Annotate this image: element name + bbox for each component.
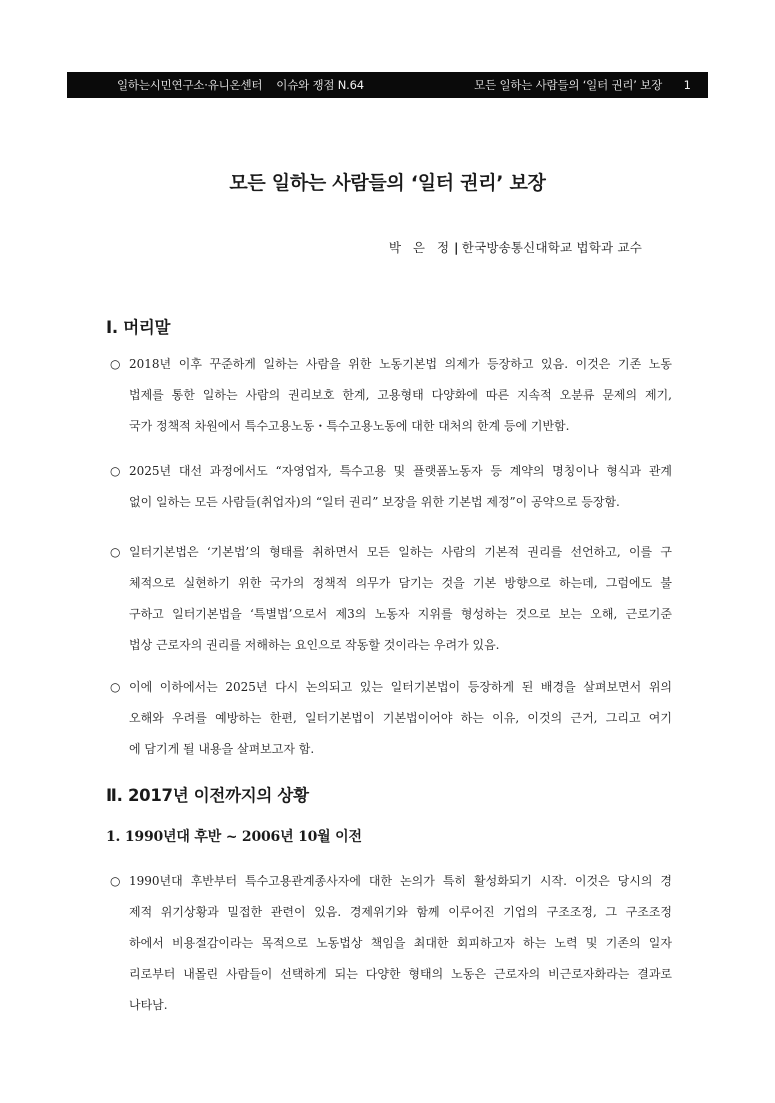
intro-paragraph-1 <box>110 349 672 442</box>
intro-paragraph-2 <box>110 456 672 518</box>
paragraph-line: 없이 일하는 모든 사람들(취업자)의 “일터 권리” 보장을 위한 기본법 제정”이 공약으로 등장함. <box>129 495 620 509</box>
paragraph-line: 제적 위기상황과 밀접한 관련이 있음. 경제위기와 함께 이루어진 기업의 구조조정, 그 구조조정 <box>129 905 672 919</box>
paragraph-line: 체적으로 실현하기 위한 국가의 정책적 의무가 담기는 것을 기본 방향으로 하는데, 그럼에도 불 <box>129 576 672 590</box>
running-header <box>67 72 708 98</box>
paragraph-line: 리로부터 내몰린 사람들이 선택하게 되는 다양한 형태의 노동은 근로자의 비근로자화라는 결과로 <box>129 967 672 981</box>
header-issue: 이슈와 쟁점 N.64 <box>276 78 364 92</box>
paragraph-line: ○ 2025년 대선 과정에서도 “자영업자, 특수고용 및 플랫폼노동자 등 계약의 명칭이나 형식과 관계 <box>110 456 672 487</box>
paragraph-line: ○ 1990년대 후반부터 특수고용관계종사자에 대한 논의가 특히 활성화되기 시작. 이것은 당시의 경 <box>110 866 672 897</box>
paragraph-line: 나타남. <box>129 998 168 1012</box>
paragraph-line: ○ 이에 이하에서는 2025년 다시 논의되고 있는 일터기본법이 등장하게 된 배경을 살펴보면서 위의 <box>110 672 672 703</box>
paragraph-line: 국가 정책적 차원에서 특수고용노동・특수고용노동에 대한 대처의 한계 등에 기반함. <box>129 419 570 433</box>
subsection-heading: 1. 1990년대 후반 ~ 2006년 10월 이전 <box>106 829 362 845</box>
bullet-circle-icon: ○ <box>110 874 121 888</box>
document-title: 모든 일하는 사람들의 ‘일터 권리’ 보장 <box>229 172 546 194</box>
paragraph-line: 법상 근로자의 권리를 저해하는 요인으로 작동할 것이라는 우려가 있음. <box>129 638 500 652</box>
author-separator: | <box>454 240 459 255</box>
background-paragraph-1 <box>110 866 672 1021</box>
header-running-title: 모든 일하는 사람들의 ‘일터 권리’ 보장 <box>474 78 662 92</box>
intro-paragraph-4 <box>110 672 672 765</box>
paragraph-line: 에 담기게 될 내용을 살펴보고자 함. <box>129 742 315 756</box>
author-name: 박 은 정 <box>388 240 454 255</box>
paragraph-line: 오해와 우려를 예방하는 한편, 일터기본법이 기본법이어야 하는 이유, 이것의 근거, 그리고 여기 <box>129 711 672 725</box>
paragraph-line: ○ 일터기본법은 ‘기본법’의 형태를 취하면서 모든 일하는 사람의 기본적 권리를 선언하고, 이를 구 <box>110 537 672 568</box>
paragraph-line: 구하고 일터기본법을 ‘특별법’으로서 제3의 노동자 지위를 형성하는 것으로 보는 오해, 근로기준 <box>129 607 672 621</box>
header-left <box>117 77 364 93</box>
paragraph-line: 하에서 비용절감이라는 목적으로 노동법상 책임을 최대한 회피하고자 하는 노력 및 기존의 일자 <box>129 936 672 950</box>
section-heading-intro: Ⅰ. 머리말 <box>106 318 171 337</box>
bullet-circle-icon: ○ <box>110 464 121 478</box>
header-org: 일하는시민연구소·유니온센터 <box>117 78 263 92</box>
intro-paragraph-3 <box>110 537 672 661</box>
bullet-circle-icon: ○ <box>110 357 121 371</box>
bullet-circle-icon: ○ <box>110 680 121 694</box>
section-heading-background: Ⅱ. 2017년 이전까지의 상황 <box>106 786 309 805</box>
header-page-number: 1 <box>683 78 691 92</box>
author-line <box>389 238 642 256</box>
author-affiliation: 한국방송통신대학교 법학과 교수 <box>461 240 642 255</box>
paragraph-line: 법제를 통한 일하는 사람의 권리보호 한계, 고용형태 다양화에 따른 지속적 오분류 문제의 제기, <box>129 388 672 402</box>
bullet-circle-icon: ○ <box>110 545 121 559</box>
paragraph-line: ○ 2018년 이후 꾸준하게 일하는 사람을 위한 노동기본법 의제가 등장하고 있음. 이것은 기존 노동 <box>110 349 672 380</box>
